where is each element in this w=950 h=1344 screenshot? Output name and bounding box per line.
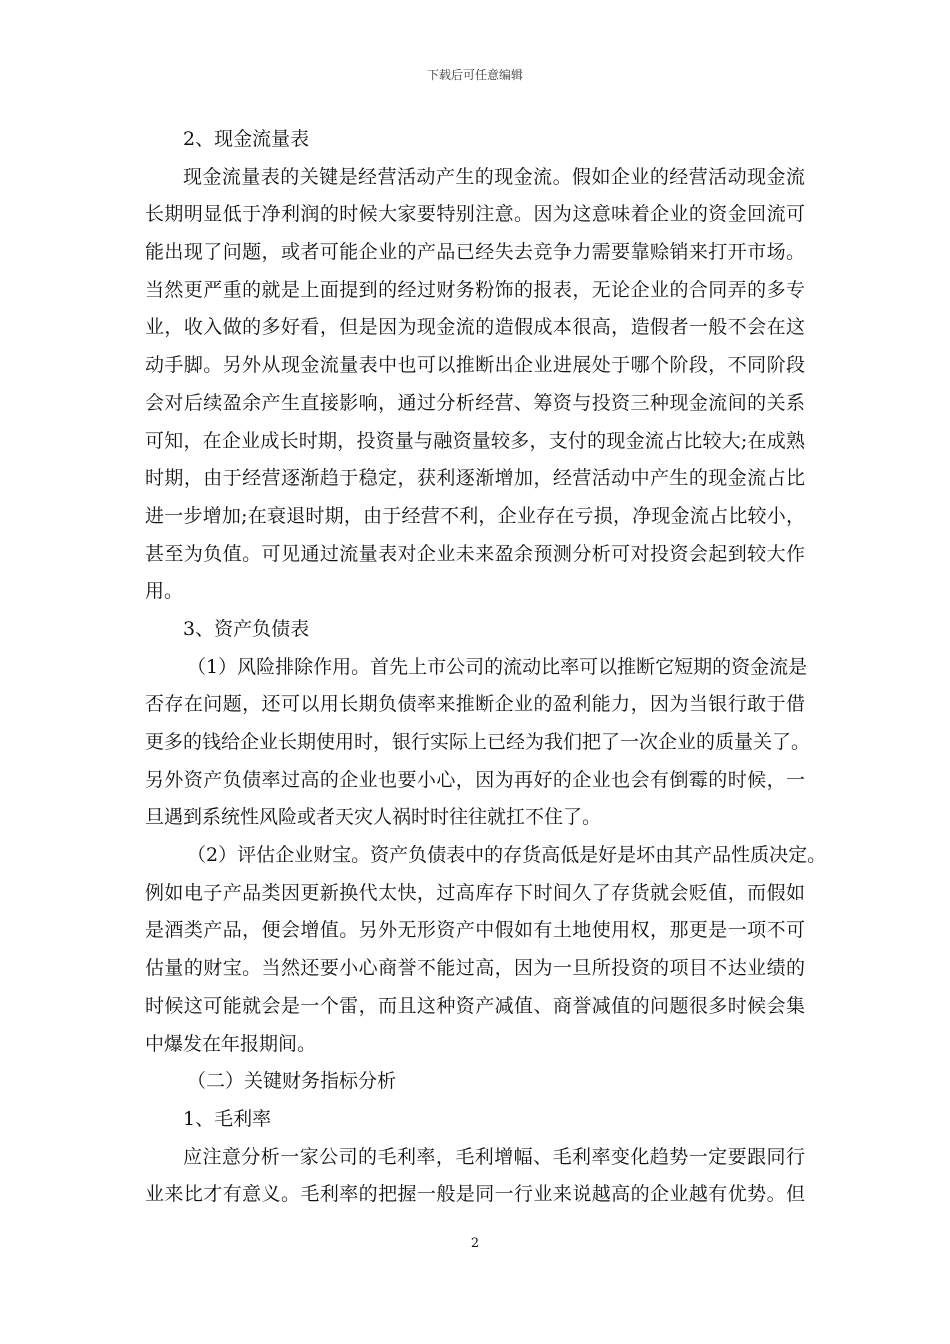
paragraph-line: 当然更严重的就是上面提到的经过财务粉饰的报表，无论企业的合同弄的多专 <box>145 278 805 301</box>
paragraph-line: 用。 <box>145 580 184 603</box>
paragraph-line: 能出现了问题，或者可能企业的产品已经失去竞争力需要靠赊销来打开市场。 <box>145 241 805 264</box>
paragraph-line: 可知，在企业成长时期，投资量与融资量较多，支付的现金流占比较大;在成熟 <box>145 429 805 452</box>
paragraph-line: 另外资产负债率过高的企业也要小心，因为再好的企业也会有倒霉的时候，一 <box>145 768 805 791</box>
paragraph-line: 时期，由于经营逐渐趋于稳定，获利逐渐增加，经营活动中产生的现金流占比 <box>145 467 805 490</box>
paragraph-line: 中爆发在年报期间。 <box>145 1032 317 1055</box>
page-number: 2 <box>470 1236 480 1251</box>
heading-gross-margin: 1、毛利率 <box>183 1107 272 1130</box>
page-header: 下载后可任意编辑 <box>426 68 523 82</box>
paragraph-line: 甚至为负值。可见通过流量表对企业未来盈余预测分析可对投资会起到较大作 <box>145 542 805 565</box>
paragraph-line: 估量的财宝。当然还要小心商誉不能过高，因为一旦所投资的项目不达业绩的 <box>145 957 805 980</box>
paragraph-line: 业来比才有意义。毛利率的把握一般是同一行业来说越高的企业越有优势。但 <box>145 1183 805 1206</box>
paragraph-line: 是酒类产品，便会增值。另外无形资产中假如有土地使用权，那更是一项不可 <box>145 919 805 942</box>
paragraph-line: 动手脚。另外从现金流量表中也可以推断出企业进展处于哪个阶段，不同阶段 <box>145 354 805 377</box>
paragraph-line: 会对后续盈余产生直接影响，通过分析经营、筹资与投资三种现金流间的关系 <box>145 391 805 414</box>
paragraph-line: 业，收入做的多好看，但是因为现金流的造假成本很高，造假者一般不会在这 <box>145 316 805 339</box>
paragraph-line: 时候这可能就会是一个雷，而且这种资产减值、商誉减值的问题很多时候会集 <box>145 994 805 1017</box>
heading-balance-sheet: 3、资产负债表 <box>183 617 310 640</box>
paragraph-line: 例如电子产品类因更新换代太快，过高库存下时间久了存货就会贬值，而假如 <box>145 881 805 904</box>
paragraph-line: 否存在问题，还可以用长期负债率来推断企业的盈利能力，因为当银行敢于借 <box>145 693 805 716</box>
heading-key-financial-indicators: （二）关键财务指标分析 <box>187 1070 397 1093</box>
document-body <box>145 121 827 1214</box>
paragraph-line: 进一步增加;在衰退时期，由于经营不利，企业存在亏损，净现金流占比较小， <box>145 504 805 527</box>
paragraph-line: 现金流量表的关键是经营活动产生的现金流。假如企业的经营活动现金流 <box>183 165 805 188</box>
paragraph-line: （2）评估企业财宝。资产负债表中的存货高低是好是坏由其产品性质决定。 <box>187 844 827 867</box>
heading-cash-flow-statement: 2、现金流量表 <box>183 128 310 150</box>
paragraph-line: 应注意分析一家公司的毛利率，毛利增幅、毛利率变化趋势一定要跟同行 <box>183 1145 805 1168</box>
paragraph-line: （1）风险排除作用。首先上市公司的流动比率可以推断它短期的资金流是 <box>187 655 808 678</box>
paragraph-line: 旦遇到系统性风险或者天灾人祸时时往往就扛不住了。 <box>145 806 602 829</box>
paragraph-line: 更多的钱给企业长期使用时，银行实际上已经为我们把了一次企业的质量关了。 <box>145 731 811 753</box>
paragraph-line: 长期明显低于净利润的时候大家要特别注意。因为这意味着企业的资金回流可 <box>145 203 805 226</box>
